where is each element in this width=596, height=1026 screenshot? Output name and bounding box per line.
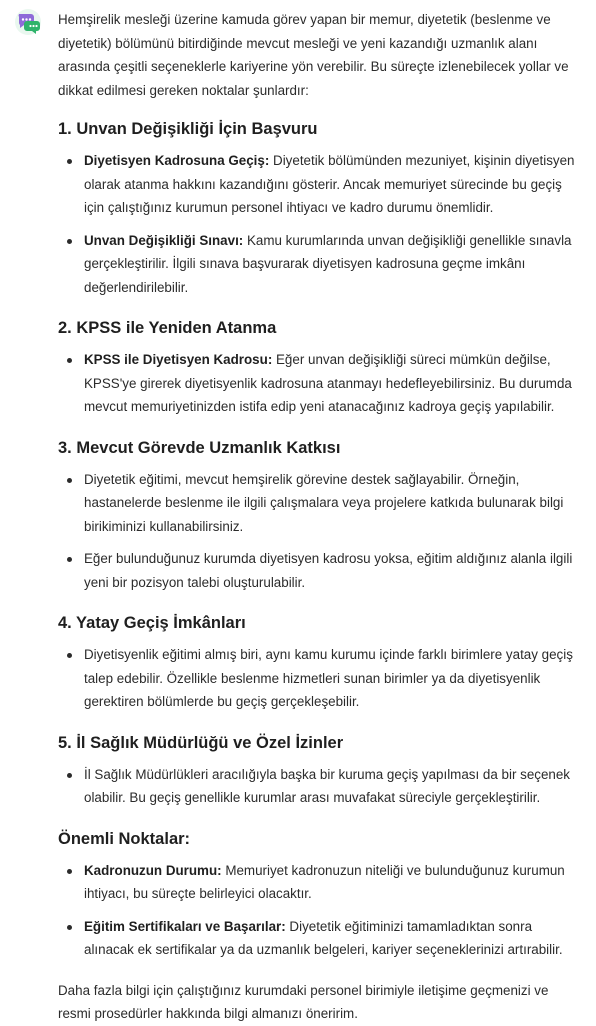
list-item-text: İl Sağlık Müdürlükleri aracılığıyla başka bir kuruma geçiş yapılması da bir seçenek olabilir. Bu geçiş genellikle kurumlar arası muvafakat süreciyle gerçekleştirilir. bbox=[84, 766, 570, 805]
list-item-text: Diyetetik eğitimi, mevcut hemşirelik görevine destek sağlayabilir. Örneğin, hastanelerde beslenme ile ilgili çalışmalara veya projelere katkıda bulunarak bilgi birikiminizi kullanabilirsiniz. bbox=[84, 471, 564, 534]
section-heading: 5. İl Sağlık Müdürlüğü ve Özel İzinler bbox=[58, 733, 344, 752]
section-heading: 4. Yatay Geçiş İmkânları bbox=[58, 614, 246, 632]
list-item-label: KPSS ile Diyetisyen Kadrosu: bbox=[84, 352, 273, 367]
section-list bbox=[58, 468, 578, 595]
list-item bbox=[58, 229, 578, 300]
list-item-label: Diyetisyen Kadrosuna Geçiş: bbox=[84, 153, 270, 168]
message-closing: Daha fazla bilgi için çalıştığınız kurumdaki personel birimiyle iletişime geçmenizi ve resmi prosedürler hakkında bilgi almanızı öneririm. bbox=[58, 982, 549, 1021]
list-item bbox=[58, 468, 578, 539]
list-item-text: Eğer bulunduğunuz kurumda diyetisyen kadrosu yoksa, eğitim aldığınız alanla ilgili yeni bir pozisyon talebi oluşturulabilir. bbox=[84, 551, 573, 590]
list-item-label: Kadronuzun Durumu: bbox=[84, 862, 222, 878]
section-heading: 3. Mevcut Görevde Uzmanlık Katkısı bbox=[58, 438, 341, 457]
section-heading: 1. Unvan Değişikliği İçin Başvuru bbox=[58, 120, 318, 138]
list-item bbox=[58, 915, 578, 962]
list-item-text: Diyetetik bölümünden mezuniyet, kişinin diyetisyen olarak atanma hakkını kazandığını gösterir. Ancak memuriyet sürecinde bu geçiş için çalıştığınız kurumun personel ihtiyacı ve kadro durumu önemlidir. bbox=[84, 153, 575, 215]
list-item bbox=[58, 149, 578, 220]
list-item bbox=[58, 547, 578, 594]
section-list bbox=[58, 859, 578, 962]
list-item-text: Kamu kurumlarında unvan değişikliği genellikle sınavla gerçekleştirilir. İlgili sınava başvurarak diyetisyen kadrosuna geçme imkânı değerlendirilebilir. bbox=[84, 232, 572, 295]
list-item-text: Eğer unvan değişikliği süreci mümkün değilse, KPSS'ye girerek diyetisyenlik kadrosuna atanmayı hedefleyebilirsiniz. Bu durumda mevcut memuriyetinizden istifa edip yeni atanacağınız kadroya geçiş yapılabilir. bbox=[84, 352, 572, 414]
list-item-text: Diyetisyenlik eğitimi almış biri, aynı kamu kurumu içinde farklı birimlere yatay geçiş talep edebilir. Özellikle beslenme hizmetleri sunan birimler ya da diyetisyenlik gerektiren bölümlerde bu geçiş gerçekleşebilir. bbox=[84, 647, 573, 709]
section-list bbox=[58, 643, 578, 714]
message-intro: Hemşirelik mesleği üzerine kamuda görev yapan bir memur, diyetetik (beslenme ve diyetetik) bölümünü bitirdiğinde mevcut mesleği ve yeni kazandığı uzmanlık alanı arasında çeşitli seçeneklerle kariyerine yön verebilir. Bu süreçte izlenebilecek yollar ve dikkat edilmesi gereken noktalar şunlardır: bbox=[58, 12, 569, 98]
assistant-avatar bbox=[14, 8, 42, 36]
list-item-label: Eğitim Sertifikaları ve Başarılar: bbox=[84, 918, 286, 934]
section-list bbox=[58, 149, 578, 299]
list-item-text: Diyetetik eğitiminizi tamamladıktan sonra alınacak ek sertifikalar ya da uzmanlık belgeleri, kariyer seçeneklerinizi artırabilir. bbox=[84, 918, 563, 957]
list-item-label: Unvan Değişikliği Sınavı: bbox=[84, 232, 244, 248]
section-heading: 2. KPSS ile Yeniden Atanma bbox=[58, 319, 277, 337]
section-heading: Önemli Noktalar: bbox=[58, 829, 191, 848]
assistant-message bbox=[58, 8, 578, 1026]
list-item bbox=[58, 348, 578, 419]
list-item bbox=[58, 859, 578, 906]
section-list bbox=[58, 763, 578, 810]
list-item bbox=[58, 643, 578, 714]
chat-bot-icon bbox=[14, 8, 42, 36]
section-list bbox=[58, 348, 578, 419]
list-item bbox=[58, 763, 578, 810]
list-item-text: Memuriyet kadronuzun niteliği ve bulunduğunuz kurumun ihtiyacı, bu süreçte belirleyici olacaktır. bbox=[84, 862, 565, 901]
